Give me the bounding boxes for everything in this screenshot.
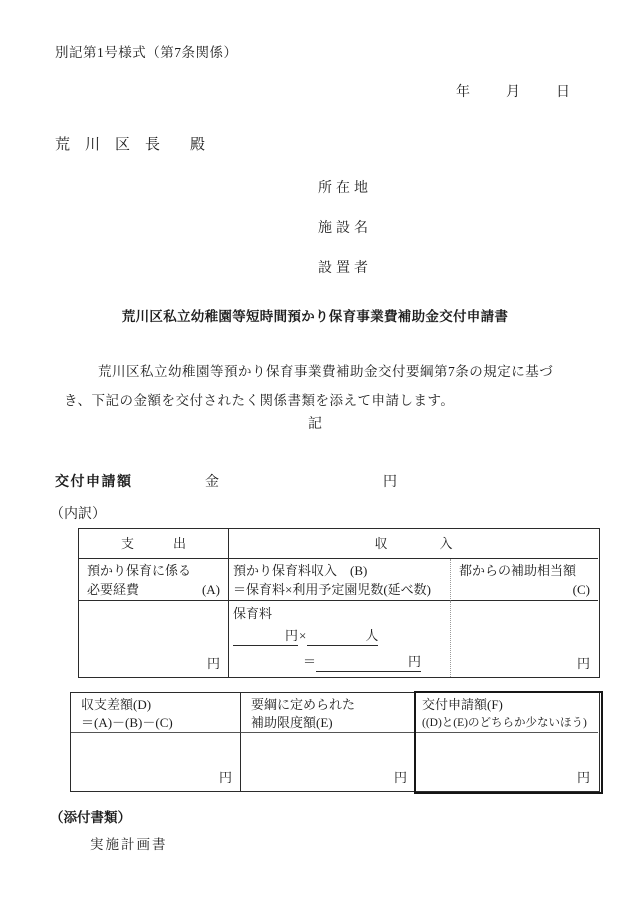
breakdown-label: （内訳） <box>50 507 106 522</box>
balance-d-amount-cell <box>71 733 241 791</box>
income-b-line-2: ＝保育料×利用予定園児数(延べ数) <box>233 582 431 597</box>
sender-founder-label: 設置者 <box>318 261 372 276</box>
breakdown-table <box>78 528 600 678</box>
application-f-header-cell <box>416 693 598 733</box>
subsidy-amount-cell <box>450 601 598 677</box>
expense-description-cell <box>79 559 229 601</box>
date-year-label: 年 <box>456 85 470 100</box>
balance-d-unit: 円 <box>218 770 232 785</box>
currency-prefix: 金 <box>205 475 219 490</box>
document-title: 荒川区私立幼稚園等短時間預かり保育事業費補助金交付申請書 <box>121 309 509 324</box>
currency-unit: 円 <box>383 475 397 490</box>
income-c-description-cell <box>450 559 598 601</box>
form-number: 別記第1号様式（第7条関係） <box>55 45 238 60</box>
multiply-sign: × <box>299 628 307 643</box>
statement-line-1: 荒川区私立幼稚園等預かり保育事業費補助金交付要綱第7条の規定に基づ <box>98 364 554 379</box>
date-month-label: 月 <box>506 85 520 100</box>
limit-e-unit: 円 <box>393 770 407 785</box>
grant-amount-label: 交付申請額 <box>55 473 133 489</box>
application-f-line-2: ((D)と(E)のどちらか少ないほう) <box>422 717 587 729</box>
attachment-item-plan: 実施計画書 <box>90 837 168 852</box>
balance-d-line-1: 収支差額(D) <box>81 697 152 712</box>
record-mark: 記 <box>308 417 322 432</box>
fee-unit-price-yen: 円 <box>285 628 299 643</box>
application-f-unit: 円 <box>576 770 590 785</box>
subsidy-amount-unit: 円 <box>576 656 590 671</box>
expense-header-cell: 支 出 <box>79 529 229 559</box>
income-header-cell: 収 入 <box>229 529 598 559</box>
income-b-line-1: 預かり保育料収入 (B) <box>233 563 368 578</box>
expense-amount-unit: 円 <box>206 656 220 671</box>
statement-line-2: き、下記の金額を交付されたく関係書類を添えて申請します。 <box>64 393 455 408</box>
attachments-label: （添付書類） <box>50 810 131 825</box>
fee-unit-price-blank <box>233 626 298 646</box>
fee-formula-line <box>233 626 446 646</box>
equals-sign: ＝ <box>303 654 317 669</box>
limit-e-header-cell <box>241 693 416 733</box>
application-amount-table <box>70 692 600 792</box>
application-f-amount-cell <box>416 733 598 791</box>
limit-e-amount-cell <box>241 733 416 791</box>
balance-d-line-2: ＝(A)－(B)－(C) <box>81 715 173 730</box>
date-day-label: 日 <box>556 85 570 100</box>
application-statement <box>64 357 576 415</box>
expense-amount-cell <box>79 601 229 677</box>
addressee-mayor: 荒 川 区 長 殿 <box>55 137 206 153</box>
income-b-description-cell <box>229 559 450 601</box>
sender-facility-label: 施設名 <box>318 221 372 236</box>
balance-d-header-cell <box>71 693 241 733</box>
sender-location-label: 所在地 <box>318 181 372 196</box>
expense-line-2: 必要経費 <box>87 582 140 597</box>
expense-line-1: 預かり保育に係る <box>87 563 192 578</box>
fee-total-line <box>303 652 421 672</box>
expense-code-a: (A) <box>201 582 220 597</box>
fee-children-blank <box>307 626 378 646</box>
fee-total-unit: 円 <box>408 654 422 669</box>
fee-children-unit: 人 <box>365 628 379 643</box>
date-line <box>456 81 570 101</box>
fee-total-blank <box>316 652 421 672</box>
limit-e-line-1: 要綱に定められた <box>251 697 356 712</box>
application-f-line-1: 交付申請額(F) <box>422 697 503 712</box>
income-c-code: (C) <box>572 582 590 597</box>
fee-label: 保育料 <box>233 606 273 621</box>
limit-e-line-2: 補助限度額(E) <box>251 715 333 730</box>
income-c-line-1: 都からの補助相当額 <box>459 563 577 578</box>
fee-calculation-cell <box>229 601 450 677</box>
